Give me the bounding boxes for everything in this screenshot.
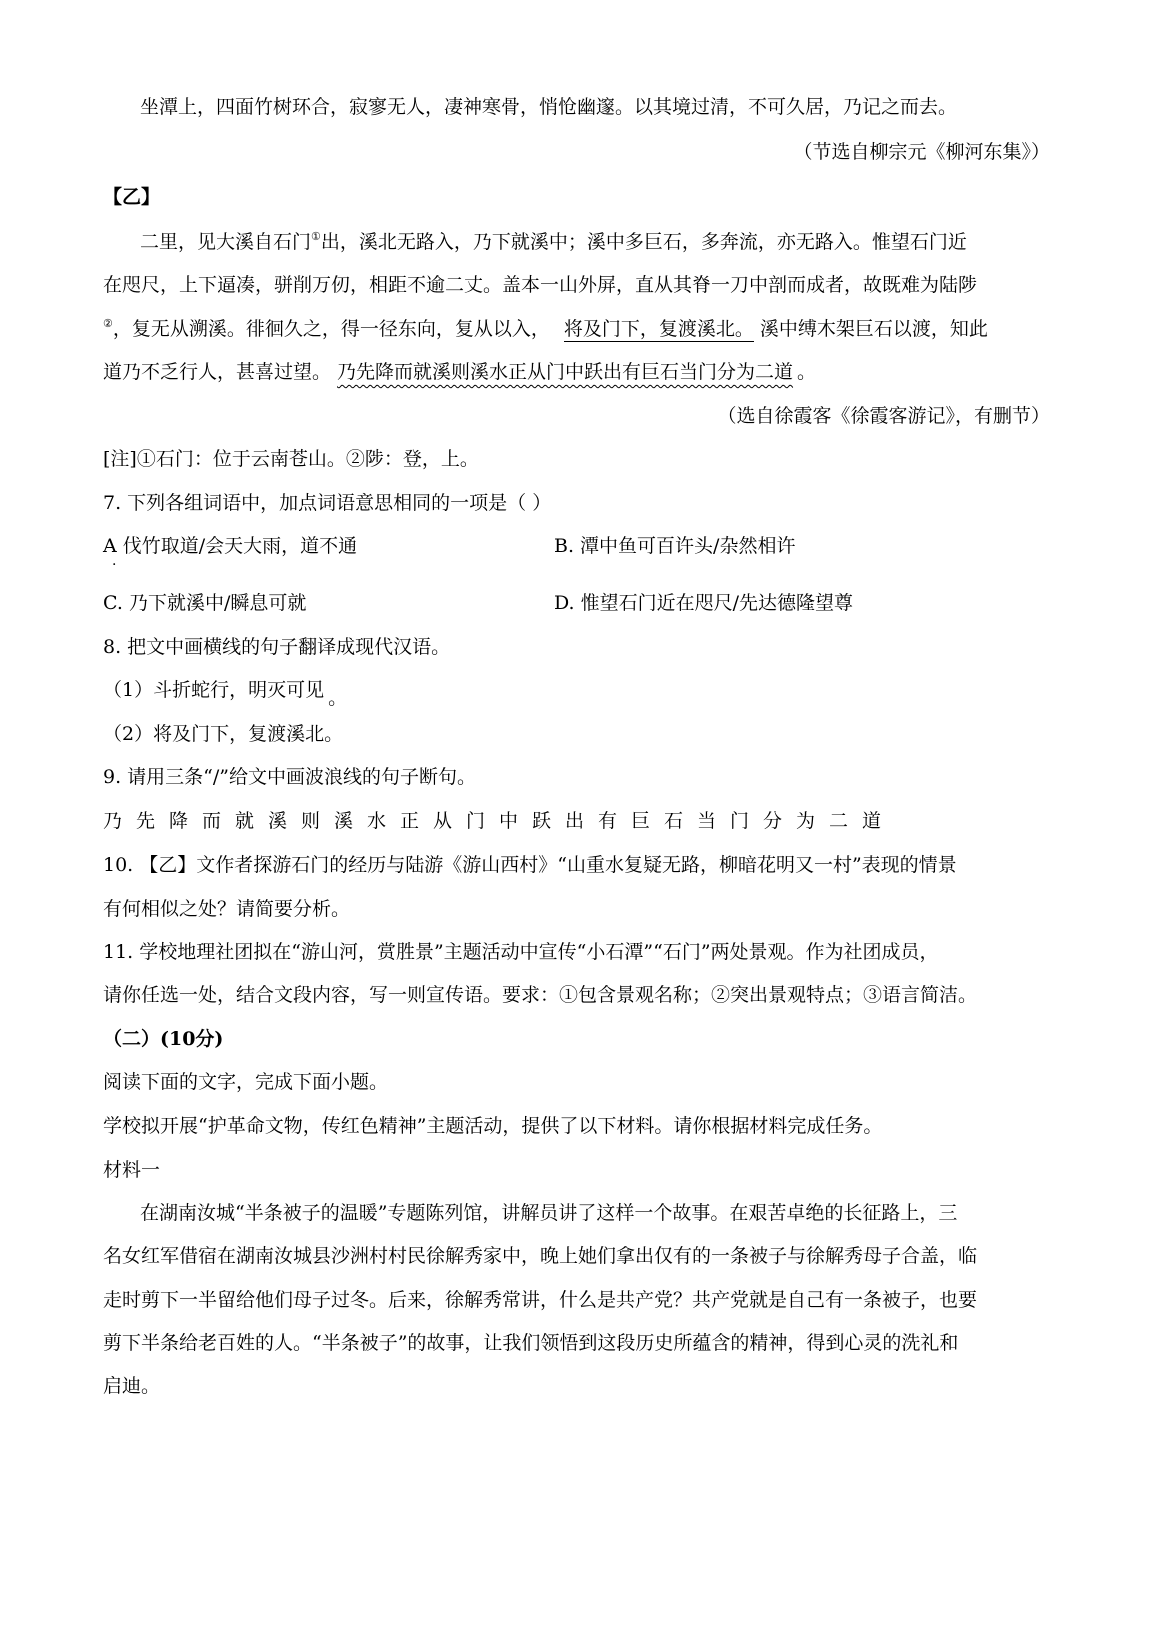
yi-line-1-b: 出，溪北无路入，乃下就溪中；溪中多巨石，多奔流，亦无路入。惟望石门近 bbox=[320, 231, 967, 253]
yi-source: （选自徐霞客《徐霞客游记》，有删节） bbox=[717, 405, 1050, 427]
footnote-2-mark: ② bbox=[103, 317, 113, 330]
q9-stem: 9. 请用三条“/”给文中画波浪线的句子断句。 bbox=[103, 766, 476, 788]
emphasis-dot: · bbox=[112, 557, 117, 573]
part2-intro: 阅读下面的文字，完成下面小题。 bbox=[103, 1071, 389, 1093]
q7-option-c: C. 乃下就溪中/瞬息可就 bbox=[103, 592, 307, 614]
q11-line-1: 11. 学校地理社团拟在“游山河，赏胜景”主题活动中宣传“小石潭”“石门”两处景观。作为社团成员， bbox=[103, 941, 939, 963]
q7-option-a: A 伐竹取道/会天大雨，道不通 bbox=[103, 535, 358, 557]
q11-line-2: 请你任选一处，结合文段内容，写一则宣传语。要求：①包含景观名称；②突出景观特点；③语言简洁。 bbox=[103, 984, 978, 1006]
yi-line-2: 在咫尺，上下逼凑，骈削万仞，相距不逾二丈。盖本一山外屏，直从其脊一刀中剖而成者，故既难为陆陟 bbox=[103, 274, 978, 296]
yi-line-3-b: 溪中缚木架巨石以渡，知此 bbox=[759, 318, 988, 340]
q7-option-b: B. 潭中鱼可百许头/杂然相许 bbox=[554, 535, 796, 557]
jia-last-line: 坐潭上，四面竹树环合，寂寥无人，凄神寒骨，悄怆幽邃。以其境过清，不可久居，乃记之而去。 bbox=[140, 96, 958, 118]
q10-line-2: 有何相似之处？请简要分析。 bbox=[103, 898, 351, 920]
yi-line-4 bbox=[103, 359, 816, 385]
annotation: [注]①石门：位于云南苍山。②陟：登，上。 bbox=[103, 448, 479, 470]
part2-heading: （二）(10分) bbox=[103, 1028, 224, 1050]
footnote-1-mark: ① bbox=[311, 230, 321, 243]
jia-source: （节选自柳宗元《柳河东集》） bbox=[793, 141, 1050, 163]
material-title: 材料一 bbox=[103, 1159, 161, 1181]
underlined-sentence: 将及门下，复渡溪北。 bbox=[563, 318, 754, 340]
q8-sentence-2: （2）将及门下，复渡溪北。 bbox=[103, 723, 344, 745]
q7-option-d: D. 惟望石门近在咫尺/先达德隆望尊 bbox=[554, 592, 854, 614]
yi-line-1-a: 二里，见大溪自石门 bbox=[140, 231, 312, 253]
q7-stem: 7. 下列各组词语中，加点词语意思相同的一项是（ ） bbox=[103, 492, 552, 514]
part2-task: 学校拟开展“护革命文物，传红色精神”主题活动，提供了以下材料。请你根据材料完成任务。 bbox=[103, 1115, 883, 1137]
q8-stem: 8. 把文中画横线的句子翻译成现代汉语。 bbox=[103, 636, 451, 658]
q8-sentence-1-end: 。 bbox=[328, 687, 348, 709]
wavy-sentence: 乃先降而就溪则溪水正从门中跃出有巨石当门分为二道 bbox=[337, 361, 794, 383]
material-line-2: 名女红军借宿在湖南汝城县沙洲村村民徐解秀家中，晚上她们拿出仅有的一条被子与徐解秀母子合盖，临 bbox=[103, 1245, 978, 1267]
material-line-4: 剪下半条给老百姓的人。“半条被子”的故事，让我们领悟到这段历史所蕴含的精神，得到心灵的洗礼和 bbox=[103, 1332, 959, 1354]
material-line-5: 启迪。 bbox=[103, 1375, 161, 1397]
yi-heading: 【乙】 bbox=[103, 186, 161, 208]
material-line-1: 在湖南汝城“半条被子的温暖”专题陈列馆，讲解员讲了这样一个故事。在艰苦卓绝的长征路上，三 bbox=[140, 1202, 958, 1224]
q10-line-1: 10. 【乙】文作者探游石门的经历与陆游《游山西村》“山重水复疑无路，柳暗花明又一村”表现的情景 bbox=[103, 854, 957, 876]
q9-sentence: 乃先降而就溪则溪水正从门中跃出有巨石当门分为二道 bbox=[103, 810, 896, 832]
yi-line-4-end: 。 bbox=[797, 361, 817, 383]
yi-line-4-a: 道乃不乏行人，甚喜过望。 bbox=[103, 361, 332, 383]
q8-sentence-1-text: （1）斗折蛇行，明灭可见 bbox=[103, 679, 325, 701]
yi-line-1 bbox=[140, 229, 967, 255]
yi-line-3 bbox=[103, 316, 988, 342]
q8-sentence-1 bbox=[103, 677, 348, 709]
yi-line-3-a: ，复无从溯溪。徘徊久之，得一径东向，复从以入， bbox=[112, 318, 550, 340]
material-line-3: 走时剪下一半留给他们母子过冬。后来，徐解秀常讲，什么是共产党？共产党就是自己有一条被子，也要 bbox=[103, 1289, 978, 1311]
